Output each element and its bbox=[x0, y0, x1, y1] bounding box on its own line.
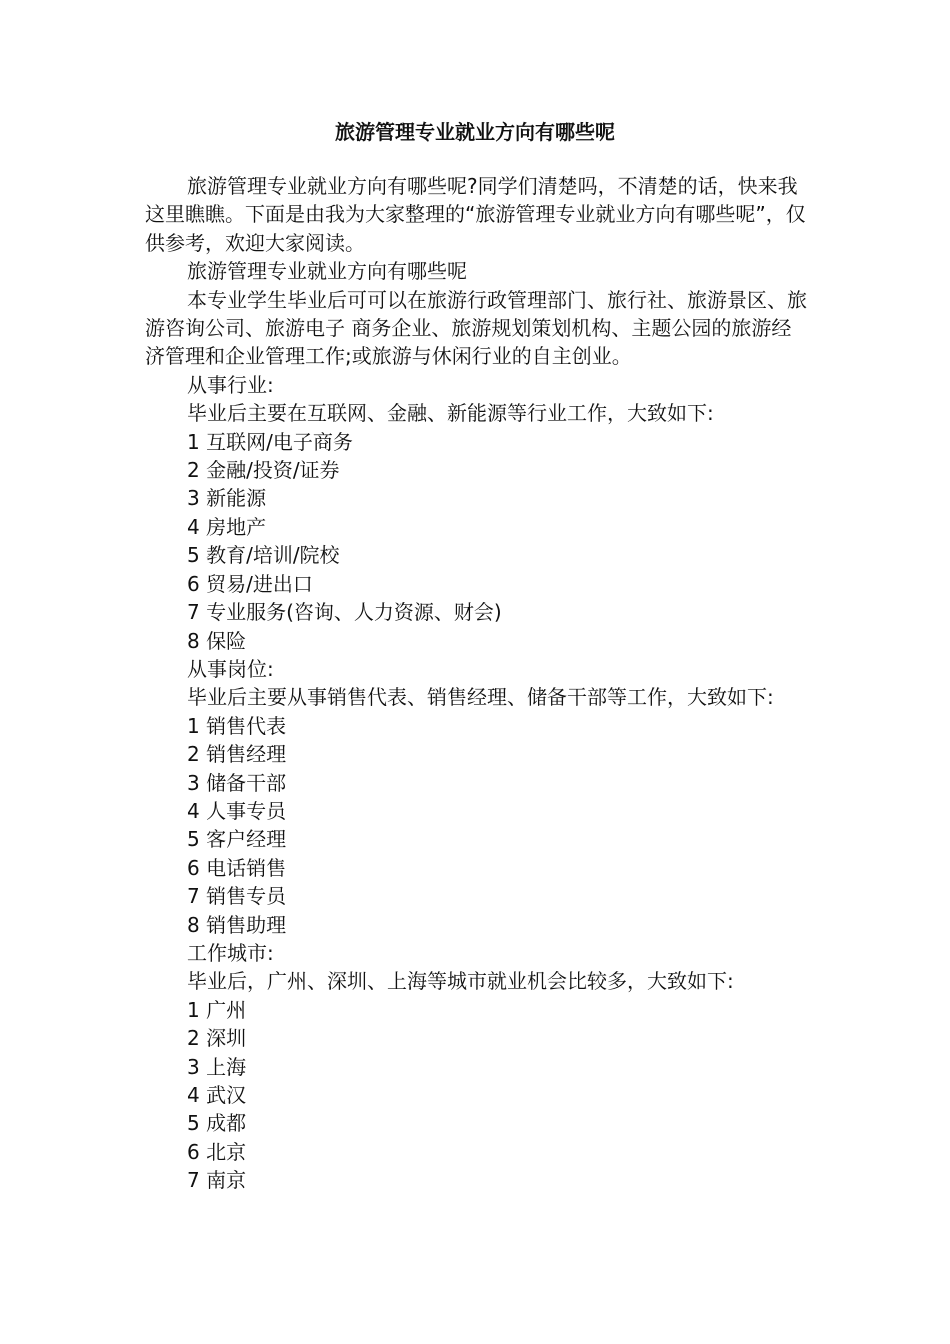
list-item: 1 销售代表 bbox=[187, 713, 287, 738]
list-item: 5 成都 bbox=[187, 1111, 247, 1136]
list-item: 7 南京 bbox=[187, 1168, 247, 1193]
list-item: 1 互联网/电子商务 bbox=[187, 429, 353, 454]
list-item: 2 销售经理 bbox=[187, 742, 287, 767]
list-item: 8 销售助理 bbox=[187, 912, 287, 937]
industries-heading: 从事行业: bbox=[187, 372, 274, 397]
document-title: 旅游管理专业就业方向有哪些呢 bbox=[335, 120, 615, 144]
list-item: 6 电话销售 bbox=[187, 855, 287, 880]
subtitle: 旅游管理专业就业方向有哪些呢 bbox=[187, 259, 467, 284]
list-item: 5 教育/培训/院校 bbox=[187, 543, 340, 568]
list-item: 4 武汉 bbox=[187, 1083, 247, 1107]
list-item: 2 金融/投资/证券 bbox=[187, 458, 340, 483]
positions-lead: 毕业后主要从事销售代表、销售经理、储备干部等工作，大致如下: bbox=[187, 685, 774, 710]
list-item: 7 专业服务(咨询、人力资源、财会) bbox=[187, 600, 502, 625]
list-item: 1 广州 bbox=[187, 997, 247, 1022]
industries-lead: 毕业后主要在互联网、金融、新能源等行业工作，大致如下: bbox=[187, 401, 714, 426]
document-body bbox=[145, 172, 807, 1195]
list-item: 2 深圳 bbox=[187, 1026, 247, 1051]
list-item: 6 贸易/进出口 bbox=[187, 571, 313, 596]
list-item: 4 房地产 bbox=[187, 514, 267, 539]
list-item: 8 保险 bbox=[187, 628, 247, 653]
overview-paragraph: 本专业学生毕业后可可以在旅游行政管理部门、旅行社、旅游景区、旅游咨询公司、旅游电子 商务企业、旅游规划策划机构、主题公园的旅游经济管理和企业管理工作;或旅游与休闲行业的自主创业。 bbox=[145, 287, 807, 369]
list-item: 7 销售专员 bbox=[187, 884, 287, 909]
list-item: 3 新能源 bbox=[187, 486, 267, 511]
cities-heading: 工作城市: bbox=[187, 940, 274, 965]
list-item: 4 人事专员 bbox=[187, 798, 287, 823]
positions-heading: 从事岗位: bbox=[187, 656, 274, 681]
list-item: 3 储备干部 bbox=[187, 770, 287, 795]
list-item: 5 客户经理 bbox=[187, 827, 287, 852]
list-item: 3 上海 bbox=[187, 1054, 247, 1079]
intro-paragraph: 旅游管理专业就业方向有哪些呢?同学们清楚吗，不清楚的话，快来我这里瞧瞧。下面是由我为大家整理的“旅游管理专业就业方向有哪些呢”，仅供参考，欢迎大家阅读。 bbox=[145, 174, 806, 255]
list-item: 6 北京 bbox=[187, 1139, 247, 1164]
cities-lead: 毕业后，广州、深圳、上海等城市就业机会比较多，大致如下: bbox=[187, 969, 734, 994]
